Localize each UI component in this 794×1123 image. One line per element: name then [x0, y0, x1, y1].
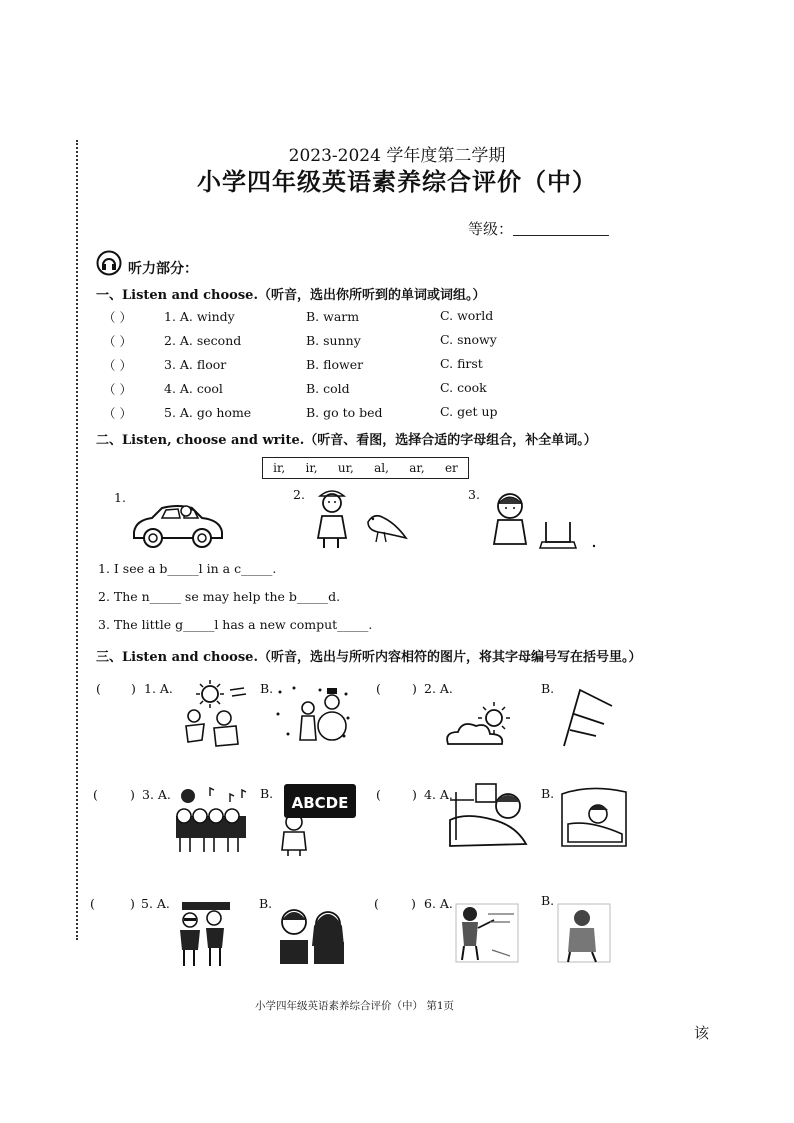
- item-label: 4. A.: [424, 787, 453, 802]
- blackboard-picture: [278, 782, 358, 856]
- headphones-icon: [96, 250, 122, 276]
- answer-paren-open[interactable]: (: [376, 787, 381, 802]
- option-b-label: B.: [260, 786, 274, 801]
- girl-computer-picture: [490, 488, 602, 552]
- option-b-label: B.: [541, 786, 555, 801]
- q1-option-c: C. world: [440, 308, 494, 323]
- sentence: 1. I see a b_____l in a c_____.: [98, 561, 277, 576]
- item-label: 5. A.: [141, 896, 170, 911]
- grade-label: 等级：: [468, 220, 514, 238]
- page-footer: 小学四年级英语素养综合评价（中） 第1页: [255, 1000, 455, 1012]
- item-label: 6. A.: [424, 896, 453, 911]
- answer-paren-close[interactable]: ): [412, 787, 417, 802]
- q3-option-c: C. first: [440, 356, 483, 371]
- board-text: ABCDE: [291, 794, 349, 812]
- q5-option-a: 5. A. go home: [164, 405, 252, 420]
- answer-paren[interactable]: （ ）: [103, 334, 132, 349]
- page-title: 小学四年级英语素养综合评价（中）: [197, 168, 597, 196]
- car-ball-picture: [128, 500, 228, 552]
- letter-combo: er: [444, 461, 458, 475]
- q2-option-c: C. snowy: [440, 332, 497, 347]
- q4-option-c: C. cook: [440, 380, 487, 395]
- option-b-label: B.: [259, 896, 273, 911]
- answer-paren[interactable]: （ ）: [103, 406, 132, 421]
- q2-option-a: 2. A. second: [164, 333, 242, 348]
- q3-option-a: 3. A. floor: [164, 357, 227, 372]
- q5-option-c: C. get up: [440, 404, 498, 419]
- sun-cloud-picture: [444, 700, 518, 750]
- option-b-label: B.: [541, 893, 555, 908]
- picture-number: 3.: [468, 487, 480, 502]
- q1-option-a: 1. A. windy: [164, 309, 235, 324]
- section3-heading: 三、Listen and choose.（听音，选出与所听内容相符的图片，将其字母编号写在括号里。）: [96, 650, 642, 665]
- answer-paren-close[interactable]: ): [130, 787, 135, 802]
- answer-paren-close[interactable]: ): [130, 896, 135, 911]
- answer-paren-open[interactable]: (: [96, 681, 101, 696]
- answer-paren-open[interactable]: (: [376, 681, 381, 696]
- item-label: 2. A.: [424, 681, 453, 696]
- boy-in-bed-picture: [560, 784, 630, 850]
- section2-heading: 二、Listen, choose and write.（听音、看图，选择合适的字母组合，补全单词。）: [96, 433, 597, 448]
- answer-paren[interactable]: （ ）: [103, 382, 132, 397]
- q1-option-b: B. warm: [306, 309, 360, 324]
- option-b-label: B.: [541, 681, 555, 696]
- woman-sitting-picture: [556, 902, 612, 964]
- answer-paren-close[interactable]: ): [412, 681, 417, 696]
- q2-option-b: B. sunny: [306, 333, 361, 348]
- item-label: 1. A.: [144, 681, 173, 696]
- sick-girl-bed-picture: [446, 780, 530, 852]
- option-b-label: B.: [260, 681, 274, 696]
- listening-section-label: 听力部分：: [128, 261, 198, 277]
- sunny-hot-kids-picture: [178, 680, 252, 750]
- lines-picture: [560, 684, 616, 748]
- answer-paren-open[interactable]: (: [374, 896, 379, 911]
- boy-girl-picture: [274, 906, 354, 966]
- binding-dotted-line: [76, 140, 78, 940]
- q4-option-b: B. cold: [306, 381, 350, 396]
- sentence: 3. The little g_____l has a new comput_____.: [98, 617, 373, 632]
- snowman-picture: [274, 684, 354, 748]
- nurse-bird-picture: [314, 486, 410, 550]
- q3-option-b: B. flower: [306, 357, 364, 372]
- answer-paren[interactable]: （ ）: [103, 358, 132, 373]
- letter-combo: ir,: [273, 461, 286, 475]
- answer-paren-close[interactable]: ): [131, 681, 136, 696]
- answer-paren[interactable]: （ ）: [103, 310, 132, 325]
- letter-combo: al,: [374, 461, 389, 475]
- answer-paren-open[interactable]: (: [90, 896, 95, 911]
- letter-combo: ur,: [337, 461, 354, 475]
- letter-combo: ir,: [305, 461, 318, 475]
- picture-number: 1.: [114, 490, 126, 505]
- letter-combinations-box: [262, 457, 469, 479]
- letter-combo: ar,: [409, 461, 425, 475]
- school-year: 2023-2024 学年度第二学期: [288, 146, 506, 166]
- grade-blank[interactable]: [513, 235, 609, 236]
- section1-heading: 一、Listen and choose.（听音，选出你所听到的单词或词组。）: [96, 288, 486, 303]
- man-pointing-picture: [454, 902, 520, 964]
- q4-option-a: 4. A. cool: [164, 381, 223, 396]
- answer-paren-close[interactable]: ): [411, 896, 416, 911]
- two-boys-picture: [172, 900, 236, 968]
- item-label: 3. A.: [142, 787, 171, 802]
- picture-number: 2.: [293, 487, 305, 502]
- answer-paren-open[interactable]: (: [93, 787, 98, 802]
- corner-mark: 该: [694, 1024, 710, 1042]
- sentence: 2. The n_____ se may help the b_____d.: [98, 589, 341, 604]
- q5-option-b: B. go to bed: [306, 405, 383, 420]
- grade-field: [468, 218, 609, 239]
- singing-kids-picture: [170, 786, 250, 856]
